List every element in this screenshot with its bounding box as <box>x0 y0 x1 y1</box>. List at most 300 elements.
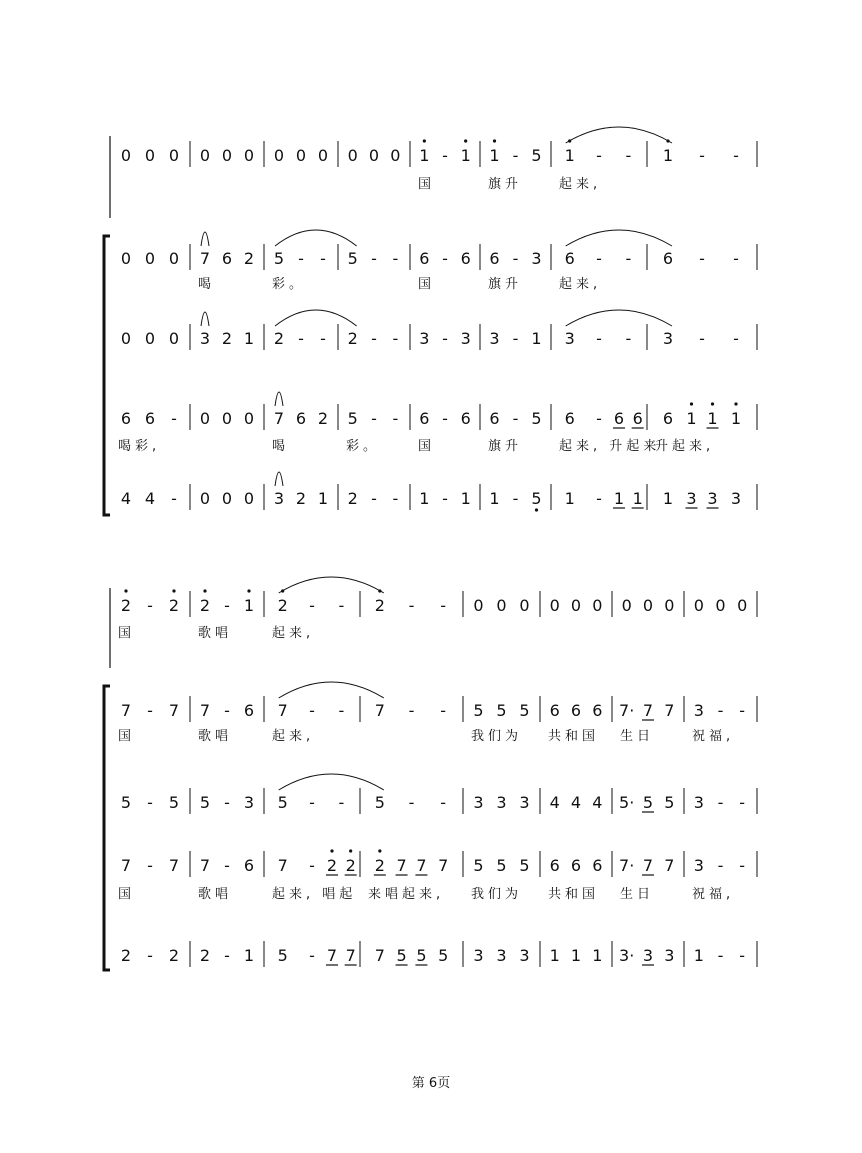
lyric: 国 <box>418 277 436 292</box>
jianpu-note: 3 <box>273 489 285 508</box>
lyric: 国 <box>118 626 136 641</box>
lyric: 升起来, <box>655 439 715 454</box>
jianpu-note: 4 <box>592 793 603 812</box>
jianpu-note: 3 <box>642 946 654 965</box>
jianpu-note: 2 <box>277 596 288 615</box>
slur <box>566 310 672 326</box>
slur <box>566 230 672 246</box>
jianpu-note: 3 <box>693 856 704 875</box>
dash-note: - <box>392 409 399 428</box>
lyric: 歌唱 <box>198 626 233 641</box>
jianpu-note: 1 <box>564 146 575 165</box>
jianpu-note: 2 <box>345 856 356 875</box>
jianpu-note: 0 <box>120 249 132 268</box>
dash-note: - <box>147 701 153 720</box>
lyric: 喝彩, <box>118 439 161 454</box>
dash-note: - <box>320 249 326 268</box>
jianpu-note: 6 <box>243 701 255 720</box>
high-octave-dot <box>690 402 693 405</box>
dash-note: - <box>442 409 448 428</box>
dash-note: - <box>699 249 705 268</box>
jianpu-note: 5 <box>438 946 449 965</box>
jianpu-note: 6 <box>570 701 582 720</box>
jianpu-note: 5 <box>168 793 180 812</box>
dash-note: - <box>512 329 519 348</box>
jianpu-note: 0 <box>592 596 603 615</box>
jianpu-note: 6 <box>295 409 307 428</box>
slur <box>275 472 283 486</box>
high-octave-dot <box>423 139 426 142</box>
dash-note: - <box>442 489 448 508</box>
jianpu-note: 3 <box>496 946 507 965</box>
jianpu-note: 1 <box>662 146 674 165</box>
lyric: 歌唱 <box>198 729 233 744</box>
jianpu-note: 1 <box>730 409 742 428</box>
lyric: 国 <box>118 729 136 744</box>
jianpu-note: 2 <box>326 856 338 875</box>
slur <box>275 310 357 326</box>
dash-note: - <box>442 329 448 348</box>
slur <box>201 312 209 326</box>
jianpu-note: 3 <box>531 249 542 268</box>
jianpu-note: 0 <box>144 249 156 268</box>
dash-note: - <box>625 329 632 348</box>
high-octave-dot <box>349 849 352 852</box>
jianpu-note: 6 <box>564 249 575 268</box>
lyric: 共和国 <box>548 887 600 902</box>
jianpu-note: 1 <box>460 489 471 508</box>
jianpu-note: 6 <box>662 409 674 428</box>
jianpu-note: 1 <box>570 946 582 965</box>
slur <box>566 127 672 143</box>
jianpu-note: 3 <box>519 793 530 812</box>
dash-note: - <box>338 793 345 812</box>
jianpu-note: 6 <box>489 249 500 268</box>
lyric: 喝 <box>198 277 216 292</box>
jianpu-note: 1 <box>592 946 603 965</box>
dash-note: - <box>699 329 705 348</box>
dash-note: - <box>392 489 399 508</box>
dash-note: - <box>717 856 724 875</box>
jianpu-note: 2 <box>221 329 233 348</box>
jianpu-note: 0 <box>120 146 132 165</box>
jianpu-note: 7 <box>168 701 180 720</box>
jianpu-note: 6 <box>632 409 643 428</box>
jianpu-note: 7 <box>326 946 338 965</box>
dash-note: - <box>147 793 153 812</box>
jianpu-note: 0 <box>715 596 726 615</box>
jianpu-note: 6 <box>489 409 500 428</box>
jianpu-note: 6 <box>120 409 132 428</box>
jianpu-note: 3 <box>460 329 471 348</box>
dash-note: - <box>733 146 739 165</box>
jianpu-note: 5 <box>519 856 530 875</box>
jianpu-note: 0 <box>221 146 233 165</box>
lyric: 国 <box>418 177 436 192</box>
jianpu-note: 0 <box>168 146 180 165</box>
dash-note: - <box>442 146 448 165</box>
jianpu-note: 4 <box>570 793 582 812</box>
jianpu-note: 3 <box>707 489 718 508</box>
jianpu-note: 6 <box>592 701 603 720</box>
jianpu-note: 1 <box>460 146 471 165</box>
high-octave-dot <box>172 589 175 592</box>
jianpu-note: 6 <box>144 409 156 428</box>
jianpu-note: 0 <box>496 596 507 615</box>
dash-note: - <box>717 793 724 812</box>
lyric: 歌唱 <box>198 887 233 902</box>
dash-note: - <box>440 793 447 812</box>
dash-note: - <box>309 793 315 812</box>
jianpu-note: 0 <box>693 596 704 615</box>
high-octave-dot <box>711 402 714 405</box>
jianpu-note: 5 <box>396 946 407 965</box>
jianpu-note: 2 <box>317 409 329 428</box>
jianpu-note: 3 <box>693 701 704 720</box>
jianpu-note: 6 <box>243 856 255 875</box>
slur <box>279 577 384 593</box>
jianpu-note: 4 <box>120 489 132 508</box>
jianpu-note: 3 <box>664 946 675 965</box>
jianpu-note: 3· <box>619 946 635 965</box>
jianpu-note: 0 <box>642 596 654 615</box>
jianpu-note: 0 <box>473 596 484 615</box>
jianpu-note: 1 <box>531 329 542 348</box>
jianpu-note: 6 <box>662 249 674 268</box>
jianpu-note: 2 <box>347 489 358 508</box>
jianpu-note: 1 <box>243 329 255 348</box>
jianpu-note: 7 <box>168 856 180 875</box>
jianpu-note: 0 <box>347 146 358 165</box>
dash-note: - <box>717 701 724 720</box>
lyric: 起来, 升起来 <box>559 439 661 454</box>
jianpu-note: 7 <box>438 856 449 875</box>
jianpu-note: 0 <box>199 489 211 508</box>
lyric: 生日 <box>620 887 655 902</box>
jianpu-note: 2 <box>199 946 211 965</box>
jianpu-note: 1 <box>317 489 329 508</box>
jianpu-note: 0 <box>199 146 211 165</box>
jianpu-note: 1 <box>632 489 643 508</box>
jianpu-note: 5 <box>531 489 542 508</box>
lyric: 祝福, <box>692 887 735 902</box>
staff-choir-3 <box>118 849 757 902</box>
jianpu-note: 2 <box>120 596 132 615</box>
lyric: 我们为 <box>471 887 523 902</box>
jianpu-note: 5 <box>642 793 654 812</box>
jianpu-note: 5 <box>496 701 507 720</box>
dash-note: - <box>625 249 632 268</box>
jianpu-note: 0 <box>168 329 180 348</box>
jianpu-note: 5 <box>519 701 530 720</box>
jianpu-note: 0 <box>390 146 401 165</box>
lyric: 生日 <box>620 729 655 744</box>
staff-choir-3 <box>118 392 757 454</box>
jianpu-note: 5 <box>531 146 542 165</box>
jianpu-note: 0 <box>368 146 380 165</box>
dash-note: - <box>512 489 519 508</box>
system <box>104 577 757 970</box>
dash-note: - <box>717 946 724 965</box>
jianpu-note: 7 <box>345 946 356 965</box>
jianpu-note: 5 <box>473 856 484 875</box>
dash-note: - <box>733 249 739 268</box>
dash-note: - <box>596 249 602 268</box>
dash-note: - <box>371 489 377 508</box>
dash-note: - <box>596 146 602 165</box>
slur <box>275 392 283 406</box>
jianpu-note: 7· <box>619 856 635 875</box>
lyric: 旗升 <box>488 439 523 454</box>
jianpu-note: 3 <box>686 489 697 508</box>
dash-note: - <box>440 596 447 615</box>
jianpu-note: 1 <box>564 489 575 508</box>
staff-solo <box>118 577 757 641</box>
jianpu-note: 0 <box>243 146 255 165</box>
jianpu-note: 7 <box>664 701 675 720</box>
dash-note: - <box>512 249 519 268</box>
jianpu-note: 6 <box>549 856 560 875</box>
high-octave-dot <box>330 849 333 852</box>
jianpu-note: 4 <box>549 793 560 812</box>
jianpu-note: 7 <box>120 701 132 720</box>
jianpu-note: 0 <box>295 146 307 165</box>
dash-note: - <box>733 329 739 348</box>
jianpu-note: 2 <box>168 596 180 615</box>
dash-note: - <box>596 489 602 508</box>
jianpu-note: 1 <box>489 489 500 508</box>
jianpu-note: 1 <box>243 596 255 615</box>
dash-note: - <box>739 793 746 812</box>
dash-note: - <box>338 701 345 720</box>
jianpu-note: 0 <box>199 409 211 428</box>
dash-note: - <box>224 946 230 965</box>
staff-choir-2 <box>121 774 757 814</box>
jianpu-note: 2 <box>295 489 307 508</box>
slur <box>279 682 384 698</box>
jianpu-note: 1 <box>243 946 255 965</box>
dash-note: - <box>309 946 315 965</box>
jianpu-note: 3 <box>489 329 500 348</box>
jianpu-note: 5 <box>374 793 385 812</box>
jianpu-note: 7 <box>199 856 211 875</box>
jianpu-note: 0 <box>144 146 156 165</box>
dash-note: - <box>147 946 153 965</box>
jianpu-note: 0 <box>570 596 582 615</box>
jianpu-note: 0 <box>621 596 632 615</box>
jianpu-note: 7 <box>642 701 654 720</box>
jianpu-note: 5 <box>273 249 285 268</box>
staff-choir-1 <box>121 230 757 292</box>
jianpu-note: 2 <box>243 249 255 268</box>
dash-note: - <box>512 146 519 165</box>
jianpu-note: 7 <box>277 856 288 875</box>
lyric: 祝福, <box>692 729 735 744</box>
jianpu-note: 4 <box>144 489 156 508</box>
jianpu-note: 7 <box>642 856 654 875</box>
dash-note: - <box>309 701 315 720</box>
jianpu-note: 5 <box>347 409 358 428</box>
jianpu-note: 3 <box>730 489 742 508</box>
jianpu-note: 6 <box>419 249 430 268</box>
dash-note: - <box>596 329 602 348</box>
dash-note: - <box>371 249 377 268</box>
jianpu-note: 6 <box>613 409 625 428</box>
high-octave-dot <box>734 402 737 405</box>
jianpu-note: 1 <box>707 409 718 428</box>
jianpu-note: 3 <box>496 793 507 812</box>
jianpu-note: 6 <box>570 856 582 875</box>
jianpu-note: 5 <box>199 793 211 812</box>
jianpu-note: 3 <box>473 946 484 965</box>
jianpu-note: 1 <box>489 146 500 165</box>
dash-note: - <box>320 329 326 348</box>
jianpu-note: 0 <box>120 329 132 348</box>
dash-note: - <box>408 793 415 812</box>
jianpu-note: 2 <box>199 596 211 615</box>
jianpu-note: 0 <box>243 409 255 428</box>
jianpu-note: 7 <box>374 701 385 720</box>
dash-note: - <box>147 596 153 615</box>
jianpu-note: 7 <box>120 856 132 875</box>
jianpu-note: 1 <box>693 946 704 965</box>
low-octave-dot <box>535 508 538 511</box>
jianpu-note: 1 <box>662 489 674 508</box>
dash-note: - <box>408 701 415 720</box>
lyric: 来唱起来, <box>368 887 445 902</box>
jianpu-note: 6 <box>592 856 603 875</box>
dash-note: - <box>739 856 746 875</box>
dash-note: - <box>512 409 519 428</box>
slur <box>275 230 357 246</box>
lyric: 共和国 <box>548 729 600 744</box>
dash-note: - <box>739 701 746 720</box>
high-octave-dot <box>493 139 496 142</box>
jianpu-note: 0 <box>144 329 156 348</box>
dash-note: - <box>309 596 315 615</box>
dash-note: - <box>408 596 415 615</box>
jianpu-note: 3 <box>519 946 530 965</box>
jianpu-note: 5 <box>473 701 484 720</box>
jianpu-note: 1 <box>419 489 430 508</box>
dash-note: - <box>338 596 345 615</box>
jianpu-note: 6 <box>221 249 233 268</box>
jianpu-note: 7 <box>664 856 675 875</box>
dash-note: - <box>147 856 153 875</box>
jianpu-note: 7 <box>199 249 211 268</box>
lyric: 彩。 <box>346 439 381 454</box>
lyric: 旗升 <box>488 277 523 292</box>
jianpu-note: 1 <box>686 409 697 428</box>
dash-note: - <box>298 329 304 348</box>
dash-note: - <box>625 146 632 165</box>
jianpu-note: 0 <box>549 596 560 615</box>
jianpu-note: 0 <box>221 409 233 428</box>
lyric: 起来, <box>272 626 315 641</box>
jianpu-note: 7 <box>199 701 211 720</box>
jianpu-note: 0 <box>317 146 329 165</box>
jianpu-note: 6 <box>564 409 575 428</box>
jianpu-note: 5 <box>120 793 132 812</box>
jianpu-note: 3 <box>473 793 484 812</box>
dash-note: - <box>392 329 399 348</box>
lyric: 起来, <box>272 729 315 744</box>
lyric: 国 <box>418 439 436 454</box>
jianpu-note: 5 <box>277 946 288 965</box>
jianpu-note: 6 <box>419 409 430 428</box>
jianpu-note: 0 <box>273 146 285 165</box>
lyric: 旗升 <box>488 177 523 192</box>
dash-note: - <box>224 701 230 720</box>
jianpu-note: 5 <box>496 856 507 875</box>
choir-bracket <box>104 236 110 515</box>
dash-note: - <box>392 249 399 268</box>
dash-note: - <box>371 329 377 348</box>
slur <box>201 232 209 246</box>
dash-note: - <box>442 249 448 268</box>
jianpu-note: 3 <box>243 793 255 812</box>
jianpu-note: 5 <box>347 249 358 268</box>
high-octave-dot <box>464 139 467 142</box>
jianpu-note: 0 <box>737 596 748 615</box>
jianpu-note: 6 <box>460 249 471 268</box>
dash-note: - <box>440 701 447 720</box>
jianpu-note: 0 <box>168 249 180 268</box>
system <box>104 127 757 515</box>
jianpu-note: 7· <box>619 701 635 720</box>
jianpu-note: 5 <box>277 793 288 812</box>
dash-note: - <box>171 409 177 428</box>
staff-choir-2 <box>121 310 757 350</box>
jianpu-note: 3 <box>419 329 430 348</box>
jianpu-note: 2 <box>347 329 358 348</box>
jianpu-note: 0 <box>221 489 233 508</box>
dash-note: - <box>596 409 602 428</box>
jianpu-note: 0 <box>519 596 530 615</box>
slur <box>279 774 384 790</box>
staff-choir-4 <box>121 941 757 967</box>
high-octave-dot <box>378 849 381 852</box>
dash-note: - <box>224 596 230 615</box>
jianpu-note: 3 <box>693 793 704 812</box>
jianpu-note: 2 <box>168 946 180 965</box>
jianpu-note: 2 <box>374 596 385 615</box>
jianpu-note: 5 <box>416 946 427 965</box>
jianpu-note: 5 <box>531 409 542 428</box>
dash-note: - <box>371 409 377 428</box>
staff-choir-4 <box>121 472 757 512</box>
lyric: 起来, 唱起 <box>272 887 357 902</box>
jianpu-note: 7 <box>396 856 407 875</box>
choir-bracket <box>104 686 110 970</box>
jianpu-note: 7 <box>273 409 285 428</box>
dash-note: - <box>309 856 315 875</box>
lyric: 起来, <box>559 277 602 292</box>
jianpu-note: 5· <box>619 793 635 812</box>
jianpu-note: 6 <box>460 409 471 428</box>
lyric: 我们为 <box>471 729 523 744</box>
high-octave-dot <box>203 589 206 592</box>
lyric: 喝 <box>272 439 290 454</box>
jianpu-note: 2 <box>273 329 285 348</box>
jianpu-note: 3 <box>662 329 674 348</box>
jianpu-note: 0 <box>243 489 255 508</box>
score-systems <box>104 127 757 970</box>
jianpu-note: 2 <box>120 946 132 965</box>
jianpu-note: 3 <box>564 329 575 348</box>
jianpu-note: 0 <box>664 596 675 615</box>
jianpu-note: 3 <box>199 329 211 348</box>
